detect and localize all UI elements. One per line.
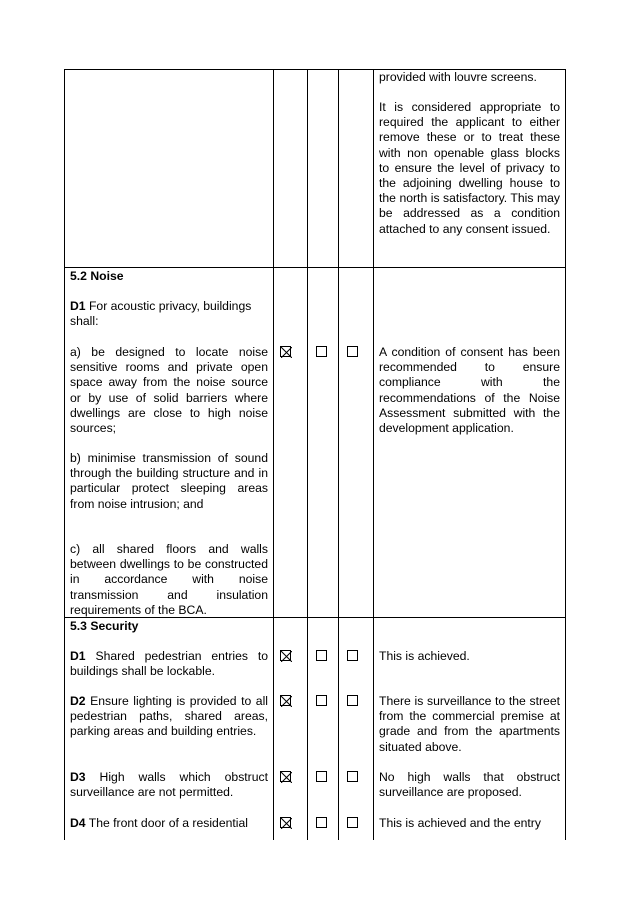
security-d1-na-checkbox[interactable] bbox=[347, 650, 358, 661]
column-border-left bbox=[64, 69, 65, 840]
security-d4-complies-checkbox[interactable] bbox=[280, 817, 291, 828]
noise-d1-not-complies-checkbox[interactable] bbox=[316, 346, 327, 357]
checkbox-x-icon bbox=[281, 696, 292, 707]
continued-comment-paragraph: It is considered appropriate to required the applicant to either remove these or to treat these with non openable glass blocks to ensure the level of privacy to the adjoining dwelling house to the north is satisfactory. This may be addressed as a condition attached to any consent issued. bbox=[379, 100, 560, 236]
security-d4-comment: This is achieved and the entry bbox=[379, 816, 541, 830]
security-d4-code: D4 bbox=[70, 816, 86, 830]
column-border-4 bbox=[338, 69, 339, 840]
security-d2-comment: There is surveillance to the street from the commercial premise at grade and from the apartments situated above. bbox=[379, 694, 560, 754]
security-d1-comment: This is achieved. bbox=[379, 649, 470, 663]
column-border-right bbox=[565, 69, 566, 840]
security-d1-complies-checkbox[interactable] bbox=[280, 650, 291, 661]
column-border-5 bbox=[373, 69, 374, 840]
security-d4-not-complies-checkbox[interactable] bbox=[316, 817, 327, 828]
row-divider-noise bbox=[64, 267, 566, 268]
noise-d1-code: D1 bbox=[70, 299, 86, 313]
security-d4-text: D4 The front door of a residential bbox=[70, 816, 248, 830]
noise-item-a: a) be designed to locate noise sensitive rooms and private open space away from the noise source or by use of solid barriers where dwellings are close to high noise sources; bbox=[70, 345, 268, 436]
security-d3-text: D3 High walls which obstruct surveillance are not permitted. bbox=[70, 770, 268, 800]
security-d2-na-checkbox[interactable] bbox=[347, 695, 358, 706]
section-heading-security: 5.3 Security bbox=[70, 619, 139, 633]
noise-comment: A condition of consent has been recommended to ensure compliance with the recommendations of the Noise Assessment submitted with the development application. bbox=[379, 345, 560, 436]
security-d2-complies-checkbox[interactable] bbox=[280, 695, 291, 706]
section-heading-noise: 5.2 Noise bbox=[70, 269, 124, 283]
security-d2-text: D2 Ensure lighting is provided to all pedestrian paths, shared areas, parking areas and building entries. bbox=[70, 694, 268, 739]
noise-item-c: c) all shared floors and walls between dwellings to be constructed in accordance with noise transmission and insulation requirements of the BCA. bbox=[70, 542, 268, 617]
security-d1-code: D1 bbox=[70, 649, 86, 663]
security-d2-not-complies-checkbox[interactable] bbox=[316, 695, 327, 706]
noise-item-b: b) minimise transmission of sound through the building structure and in particular protect sleeping areas from noise intrusion; and bbox=[70, 451, 268, 511]
noise-d1-complies-checkbox[interactable] bbox=[280, 346, 291, 357]
noise-d1-na-checkbox[interactable] bbox=[347, 346, 358, 357]
security-d1-not-complies-checkbox[interactable] bbox=[316, 650, 327, 661]
security-d1-text: D1 Shared pedestrian entries to buildings shall be lockable. bbox=[70, 649, 268, 679]
checkbox-x-icon bbox=[281, 772, 292, 783]
noise-d1-text: D1 For acoustic privacy, buildings shall: bbox=[70, 299, 252, 329]
security-d4-na-checkbox[interactable] bbox=[347, 817, 358, 828]
checkbox-x-icon bbox=[281, 651, 292, 662]
security-d3-complies-checkbox[interactable] bbox=[280, 771, 291, 782]
security-d3-na-checkbox[interactable] bbox=[347, 771, 358, 782]
security-d3-not-complies-checkbox[interactable] bbox=[316, 771, 327, 782]
column-border-3 bbox=[307, 69, 308, 840]
column-border-2 bbox=[273, 69, 274, 840]
security-d3-comment: No high walls that obstruct surveillance are proposed. bbox=[379, 770, 560, 800]
security-d2-code: D2 bbox=[70, 694, 86, 708]
security-d3-code: D3 bbox=[70, 770, 86, 784]
checkbox-x-icon bbox=[281, 347, 292, 358]
checkbox-x-icon bbox=[281, 818, 292, 829]
continued-comment-line: provided with louvre screens. bbox=[379, 70, 537, 84]
